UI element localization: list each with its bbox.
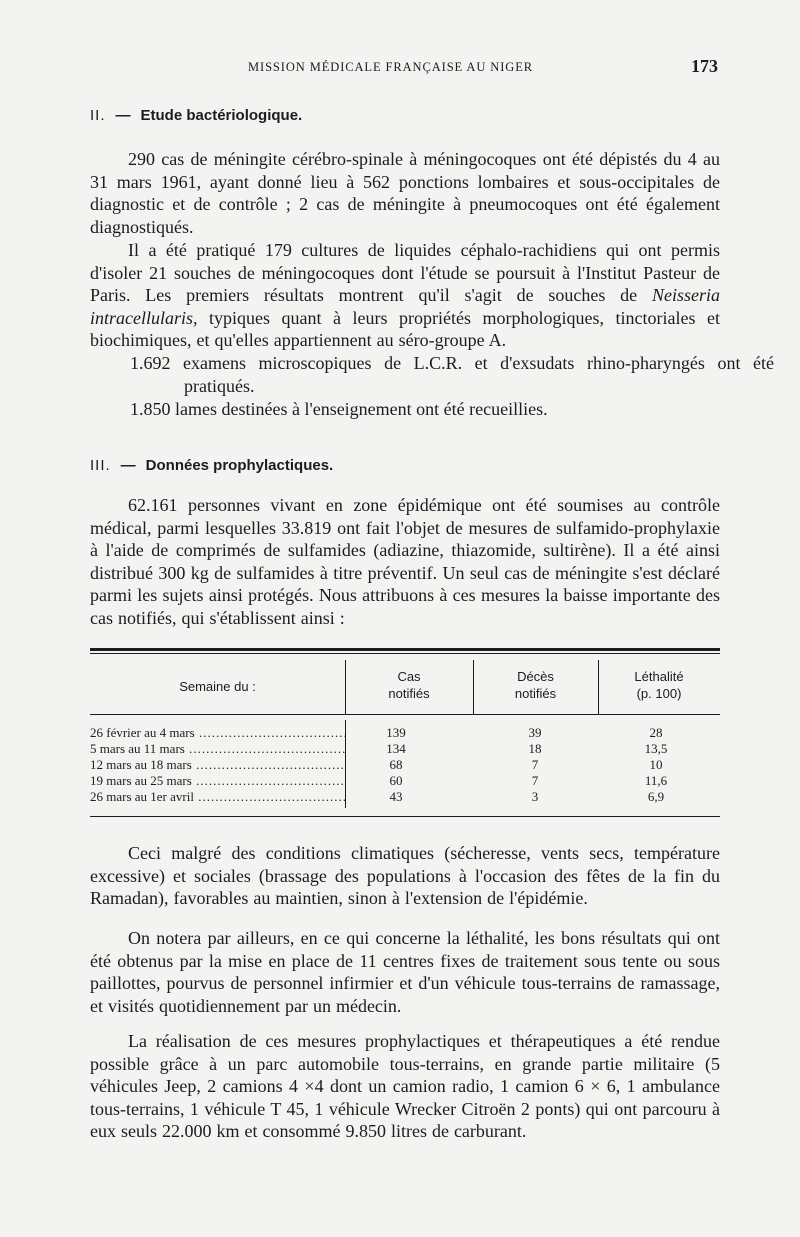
col-header-line: (p. 100)	[636, 686, 682, 701]
table-row	[90, 757, 720, 773]
paragraph: Ceci malgré des conditions climatiques (sécheresse, vents secs, température excessive) et sociales (brassage des populations à l'occasion des fêtes de la fin du Ramadan), favorables au maintien, sinon à l'extension de l'épidémie.	[90, 843, 720, 909]
list-item: 1.692 examens microscopiques de L.C.R. et d'exsudats rhino-pharyngés ont été pratiqués.	[130, 353, 774, 396]
col-header-cas	[345, 668, 473, 702]
paragraph: 62.161 personnes vivant en zone épidémique ont été soumises au contrôle médical, parmi lesquelles 33.819 ont fait l'objet de mesures de sulfamido-prophylaxie à l'aide de comprimés de sulfamides (adiazine, thiazomide, sultirène). Il a été ainsi distribué 300 kg de sulfamides à titre préventif. Un seul cas de méningite s'est déclaré parmi les sujets ainsi protégés. Nous attribuons à ces mesures la baisse importante des cas notifiés, qui s'établissent ainsi :	[90, 495, 720, 628]
running-title: MISSION MÉDICALE FRANÇAISE AU NIGER	[248, 60, 533, 74]
section-number: II.	[90, 107, 106, 124]
table-row	[90, 725, 720, 741]
table-row	[90, 741, 720, 757]
col-header-line: Décès	[517, 669, 554, 684]
cell-week: 26 février au 4 mars .....	[90, 725, 345, 741]
page-number: 173	[691, 56, 718, 76]
section-title: Données prophylactiques.	[145, 457, 334, 474]
paragraph	[90, 239, 720, 352]
running-head	[90, 56, 720, 80]
text-run: typiques quant à leurs propriétés morphologiques, tinctoriales et biochimiques, et qu'elles appartiennent au séro-groupe A.	[90, 307, 720, 351]
col-header-line: notifiés	[514, 686, 557, 701]
table-rule-top-thin	[90, 653, 720, 654]
cell-week: 12 mars au 18 mars .....	[90, 757, 345, 773]
col-header-line: notifiés	[388, 686, 430, 701]
cell-cas: 60	[389, 773, 403, 788]
paragraph: On notera par ailleurs, en ce qui concerne la léthalité, les bons résultats qui ont été obtenus par la mise en place de 11 centres fixes de traitement sous tente ou sous paillottes, pourvus de personnel infirmier et d'un véhicule tous-terrains de ramassage, et visités quotidiennement par un médecin.	[90, 928, 720, 1016]
cell-deces: 7	[531, 773, 539, 788]
cell-cas: 139	[386, 725, 406, 740]
col-header-lethalite	[598, 668, 720, 702]
cell-week: 19 mars au 25 mars .....	[90, 773, 345, 789]
cell-deces: 7	[531, 757, 539, 772]
col-header-week: Semaine du :	[179, 679, 256, 694]
cell-cas: 134	[386, 741, 406, 756]
cell-deces: 39	[528, 725, 542, 740]
section-dash: —	[115, 107, 131, 124]
section-heading-3	[90, 457, 333, 474]
table-rule-header	[90, 714, 720, 715]
cell-lethalite: 11,6	[644, 773, 668, 788]
text-run: Il a été pratiqué 179 cultures de liquides céphalo-rachidiens qui ont permis d'isoler 21 souches de méningocoques dont l'étude se poursuit à l'Institut Pasteur de Paris. Les premiers résultats montrent qu'il s'agit de souches de	[90, 240, 720, 306]
cell-week: 26 mars au 1er avril .....	[90, 789, 345, 805]
cell-lethalite: 10	[649, 757, 663, 772]
table-rule-top	[90, 648, 720, 651]
cell-lethalite: 28	[649, 725, 663, 740]
paragraph: 290 cas de méningite cérébro-spinale à méningocoques ont été dépistés du 4 au 31 mars 1961, ayant donné lieu à 562 ponctions lombaires et sous-occipitales de diagnostic et de contrôle ; 2 cas de méningite à pneumocoques ont été également diagnostiqués.	[90, 149, 720, 237]
cell-lethalite: 13,5	[644, 741, 668, 756]
paragraph: La réalisation de ces mesures prophylactiques et thérapeutiques a été rendue possible grâce à un parc automobile tous-terrains, en grande partie militaire (5 véhicules Jeep, 2 camions 4 ×4 dont un camion radio, 1 camion 6 × 6, 1 ambulance tous-terrains, 1 véhicule T 45, 1 véhicule Wrecker Citroën 2 ponts) qui ont parcouru à eux seuls 22.000 km et consommé 9.850 litres de carburant.	[90, 1031, 720, 1142]
cell-cas: 43	[389, 789, 403, 804]
table-row	[90, 789, 720, 805]
cell-deces: 3	[531, 789, 539, 804]
col-header-deces	[473, 668, 598, 702]
table-row	[90, 773, 720, 789]
cell-lethalite: 6,9	[647, 789, 665, 804]
cell-deces: 18	[528, 741, 542, 756]
col-header-line: Cas	[397, 669, 421, 684]
species-name: Neisseria intracellularis,	[90, 285, 720, 328]
col-header-line: Léthalité	[634, 669, 684, 684]
cell-week: 5 mars au 11 mars .....	[90, 741, 345, 757]
section-dash: —	[120, 457, 136, 474]
list-item: 1.850 lames destinées à l'enseignement ont été recueillies.	[130, 399, 548, 419]
section-number: III.	[90, 457, 111, 474]
table-rule-bottom	[90, 816, 720, 817]
cell-cas: 68	[389, 757, 403, 772]
section-heading-2	[90, 107, 302, 124]
section-title: Etude bactériologique.	[140, 107, 303, 124]
